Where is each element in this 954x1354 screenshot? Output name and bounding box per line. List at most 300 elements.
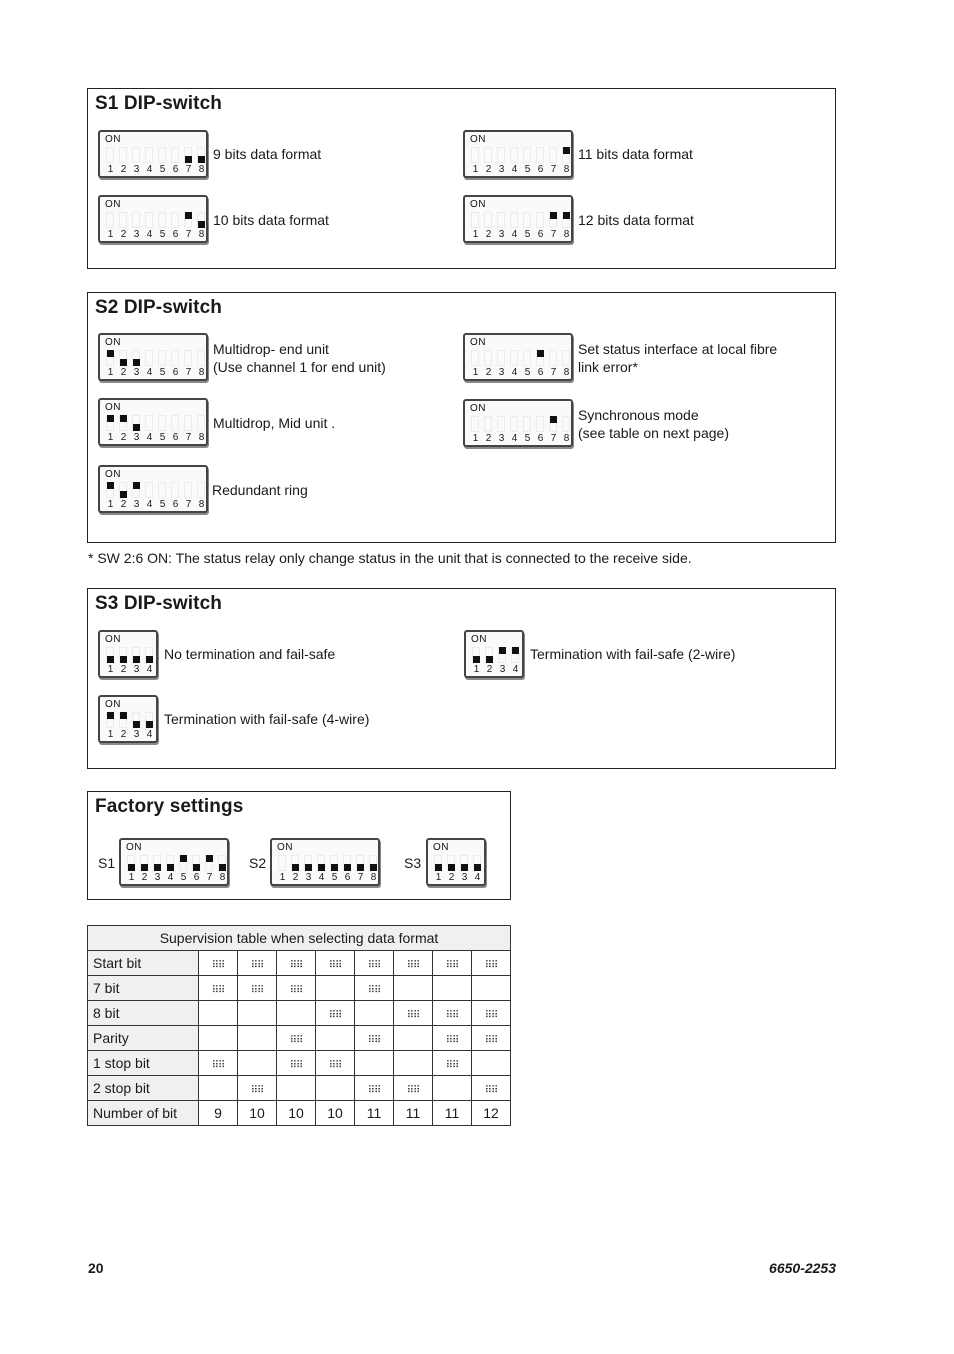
table-cell <box>355 951 394 976</box>
dip-slot <box>508 415 521 433</box>
dip-number: 3 <box>133 229 140 240</box>
dip-number: 8 <box>563 229 570 240</box>
dip-slot <box>534 211 547 229</box>
grid-mark-icon: ⠿⠿ <box>328 960 342 971</box>
table-cell <box>277 976 316 1001</box>
table-cell <box>238 951 277 976</box>
dip-slot <box>367 854 380 872</box>
dip-slot <box>508 146 521 164</box>
grid-mark-icon: ⠿⠿ <box>250 985 264 996</box>
dip-slot <box>521 146 534 164</box>
dip-slot <box>130 711 143 729</box>
dip-slot <box>156 349 169 367</box>
dip-slot <box>432 854 445 872</box>
dip-slot <box>328 854 341 872</box>
dip-slot <box>143 481 156 499</box>
table-caption-row <box>88 926 511 951</box>
s2-label-end-unit-2: (Use channel 1 for end unit) <box>213 359 386 375</box>
dip-slot <box>482 211 495 229</box>
dip-number: 3 <box>133 729 140 740</box>
table-cell <box>277 1076 316 1101</box>
dip-on-text: ON <box>105 634 121 645</box>
dip-number: 2 <box>486 664 493 675</box>
dip-knob <box>435 864 442 871</box>
table-row <box>88 1076 511 1101</box>
table-cell <box>394 951 433 976</box>
row-label: 8 bit <box>88 1001 199 1026</box>
dip-slot <box>151 854 164 872</box>
dip-knob <box>107 482 114 489</box>
table-cell <box>355 1001 394 1026</box>
grid-mark-icon: ⠿⠿ <box>445 960 459 971</box>
dip-knob <box>550 416 557 423</box>
dip-number: 4 <box>318 872 325 883</box>
dip-number: 6 <box>344 872 351 883</box>
dip-slot <box>182 211 195 229</box>
dip-number: 1 <box>107 729 114 740</box>
table-cell <box>238 1051 277 1076</box>
dip-knob <box>120 415 127 422</box>
row-label: 7 bit <box>88 976 199 1001</box>
table-cell: 11 <box>355 1101 394 1126</box>
table-cell <box>316 1051 355 1076</box>
dip-knob <box>107 415 114 422</box>
dip-slot <box>445 854 458 872</box>
dip-number: 6 <box>172 229 179 240</box>
dip-slot <box>169 146 182 164</box>
table-cell <box>472 1026 511 1051</box>
dip-on-text: ON <box>105 469 121 480</box>
dip-number: 4 <box>511 229 518 240</box>
dip-on-text: ON <box>105 134 121 145</box>
dip-number: 6 <box>172 432 179 443</box>
grid-mark-icon: ⠿⠿ <box>250 1085 264 1096</box>
table-cell <box>199 1051 238 1076</box>
table-cell <box>394 976 433 1001</box>
dip-number: 2 <box>120 164 127 175</box>
table-row <box>88 951 511 976</box>
dip-number: 7 <box>550 367 557 378</box>
dip-slot <box>547 415 560 433</box>
dip-number: 7 <box>185 164 192 175</box>
dip-number: 4 <box>146 729 153 740</box>
dip-slot <box>104 711 117 729</box>
dip-number: 4 <box>146 664 153 675</box>
dip-slot <box>195 414 208 432</box>
dip-slot <box>138 854 151 872</box>
dip-number: 6 <box>172 164 179 175</box>
dip-knob <box>563 212 570 219</box>
table-cell <box>472 1051 511 1076</box>
dip-knob <box>331 864 338 871</box>
dip-number: 3 <box>133 164 140 175</box>
dip-number: 8 <box>219 872 226 883</box>
dip-on-text: ON <box>470 403 486 414</box>
grid-mark-icon: ⠿⠿ <box>484 1035 498 1046</box>
dip-slot <box>195 146 208 164</box>
dip-knob <box>120 712 127 719</box>
dip-slot <box>216 854 229 872</box>
dip-on-text: ON <box>471 634 487 645</box>
dip-slot <box>195 211 208 229</box>
dip-number: 4 <box>474 872 481 883</box>
table-cell <box>238 1076 277 1101</box>
dip-knob <box>180 855 187 862</box>
dip-slot <box>182 146 195 164</box>
dip-number: 5 <box>159 164 166 175</box>
dip-slot <box>469 146 482 164</box>
table-cell <box>199 1026 238 1051</box>
dip-slot <box>560 415 573 433</box>
dip-number: 2 <box>141 872 148 883</box>
dip-on-text: ON <box>277 842 293 853</box>
dip-slot <box>169 414 182 432</box>
dip-slot <box>117 349 130 367</box>
dip-number: 7 <box>185 367 192 378</box>
s2-label-sync-2: (see table on next page) <box>578 425 729 441</box>
dip-number: 3 <box>133 432 140 443</box>
dip-slot <box>130 146 143 164</box>
dip-knob <box>474 864 481 871</box>
dip-slot <box>130 211 143 229</box>
dip-slot <box>521 349 534 367</box>
table-cell <box>394 1001 433 1026</box>
dip-number: 2 <box>448 872 455 883</box>
row-label: Number of bit <box>88 1101 199 1126</box>
dip-slot <box>469 415 482 433</box>
dip-slot <box>130 481 143 499</box>
dip-slot <box>495 415 508 433</box>
table-cell <box>433 1051 472 1076</box>
table-cell <box>316 1001 355 1026</box>
dip-slot <box>156 146 169 164</box>
dip-knob <box>146 656 153 663</box>
dip-slot <box>354 854 367 872</box>
dip-knob <box>473 656 480 663</box>
dip-switch <box>463 195 573 243</box>
dip-number: 5 <box>159 367 166 378</box>
dip-knob <box>550 212 557 219</box>
table-cell <box>277 1001 316 1026</box>
dip-slot <box>117 711 130 729</box>
dip-number: 1 <box>435 872 442 883</box>
dip-number: 2 <box>120 367 127 378</box>
dip-number: 4 <box>146 499 153 510</box>
dip-switch <box>463 130 573 178</box>
dip-number: 7 <box>550 433 557 444</box>
table-cell: 10 <box>277 1101 316 1126</box>
grid-mark-icon: ⠿⠿ <box>250 960 264 971</box>
dip-number: 8 <box>198 164 205 175</box>
table-cell <box>472 1076 511 1101</box>
row-label: 1 stop bit <box>88 1051 199 1076</box>
dip-number: 4 <box>146 164 153 175</box>
dip-number: 4 <box>511 164 518 175</box>
dip-number: 8 <box>198 499 205 510</box>
table-cell <box>355 1026 394 1051</box>
dip-knob <box>107 656 114 663</box>
dip-switch <box>464 630 524 678</box>
table-cell <box>472 951 511 976</box>
s1-panel <box>87 88 836 269</box>
factory-panel <box>87 791 511 900</box>
dip-number: 3 <box>498 433 505 444</box>
table-cell: 11 <box>394 1101 433 1126</box>
factory-s3-label: S3 <box>404 855 422 871</box>
dip-slot <box>143 414 156 432</box>
row-label: 2 stop bit <box>88 1076 199 1101</box>
dip-number: 5 <box>524 229 531 240</box>
dip-slot <box>195 349 208 367</box>
table-cell <box>472 1001 511 1026</box>
dip-slot <box>182 349 195 367</box>
dip-slot <box>560 146 573 164</box>
s1-label-10bits: 10 bits data format <box>213 212 329 228</box>
dip-number: 2 <box>120 229 127 240</box>
dip-number: 3 <box>498 164 505 175</box>
dip-slot <box>117 646 130 664</box>
dip-knob <box>537 350 544 357</box>
dip-switch <box>426 838 486 886</box>
dip-number: 8 <box>563 367 570 378</box>
grid-mark-icon: ⠿⠿ <box>406 1085 420 1096</box>
dip-slot <box>104 349 117 367</box>
dip-slot <box>117 211 130 229</box>
dip-knob <box>185 212 192 219</box>
s3-label-no-term: No termination and fail-safe <box>164 646 336 662</box>
dip-switch <box>98 465 208 513</box>
dip-slot <box>547 349 560 367</box>
dip-knob <box>133 424 140 431</box>
table-cell <box>199 1001 238 1026</box>
dip-knob <box>146 721 153 728</box>
dip-knob <box>133 359 140 366</box>
dip-knob <box>292 864 299 871</box>
dip-slot <box>496 646 509 664</box>
dip-on-text: ON <box>105 337 121 348</box>
dip-number: 1 <box>472 367 479 378</box>
dip-slot <box>125 854 138 872</box>
dip-number: 3 <box>305 872 312 883</box>
dip-slot <box>203 854 216 872</box>
dip-number: 1 <box>107 664 114 675</box>
s1-label-11bits: 11 bits data format <box>578 146 693 162</box>
dip-slot <box>509 646 522 664</box>
table-cell: 10 <box>316 1101 355 1126</box>
dip-slot <box>143 146 156 164</box>
dip-switch <box>98 630 158 678</box>
dip-knob <box>499 647 506 654</box>
dip-slot <box>469 211 482 229</box>
dip-number: 2 <box>485 367 492 378</box>
dip-switch <box>463 333 573 381</box>
dip-slot <box>482 415 495 433</box>
table-cell <box>277 1026 316 1051</box>
dip-slot <box>495 211 508 229</box>
dip-knob <box>486 656 493 663</box>
dip-number: 5 <box>180 872 187 883</box>
dip-switch <box>270 838 380 886</box>
grid-mark-icon: ⠿⠿ <box>289 1060 303 1071</box>
dip-number: 6 <box>537 229 544 240</box>
dip-slot <box>143 211 156 229</box>
dip-number: 3 <box>133 664 140 675</box>
dip-on-text: ON <box>433 842 449 853</box>
table-cell <box>199 976 238 1001</box>
dip-number: 1 <box>472 164 479 175</box>
dip-knob <box>198 221 205 228</box>
dip-slot <box>156 211 169 229</box>
s1-title: S1 DIP-switch <box>95 93 222 114</box>
table-cell <box>433 951 472 976</box>
dip-slot <box>143 646 156 664</box>
dip-number: 8 <box>198 229 205 240</box>
dip-slot <box>117 414 130 432</box>
factory-s1-label: S1 <box>98 855 116 871</box>
dip-number: 8 <box>198 432 205 443</box>
dip-slot <box>156 414 169 432</box>
dip-slot <box>182 481 195 499</box>
dip-number: 2 <box>292 872 299 883</box>
dip-number: 8 <box>563 433 570 444</box>
table-cell <box>316 976 355 1001</box>
dip-number: 7 <box>550 229 557 240</box>
grid-mark-icon: ⠿⠿ <box>211 985 225 996</box>
dip-switch <box>463 399 573 447</box>
s2-label-status-1: Set status interface at local fibre <box>578 341 778 357</box>
dip-knob <box>198 156 205 163</box>
dip-number: 4 <box>146 432 153 443</box>
dip-knob <box>133 656 140 663</box>
dip-number: 7 <box>185 499 192 510</box>
dip-number: 7 <box>550 164 557 175</box>
s1-label-12bits: 12 bits data format <box>578 212 694 228</box>
grid-mark-icon: ⠿⠿ <box>406 1010 420 1021</box>
dip-knob <box>107 350 114 357</box>
dip-knob <box>120 491 127 498</box>
dip-switch <box>98 398 208 446</box>
dip-slot <box>117 146 130 164</box>
dip-switch <box>98 195 208 243</box>
dip-knob <box>154 864 161 871</box>
dip-number: 5 <box>524 433 531 444</box>
table-cell <box>433 976 472 1001</box>
dip-number: 7 <box>357 872 364 883</box>
dip-number: 5 <box>159 229 166 240</box>
row-label: Parity <box>88 1026 199 1051</box>
s3-label-2wire: Termination with fail-safe (2-wire) <box>530 646 736 662</box>
dip-slot <box>104 146 117 164</box>
table-row <box>88 976 511 1001</box>
dip-slot <box>195 481 208 499</box>
grid-mark-icon: ⠿⠿ <box>289 1035 303 1046</box>
table-row <box>88 1101 511 1126</box>
table-cell <box>394 1026 433 1051</box>
grid-mark-icon: ⠿⠿ <box>406 960 420 971</box>
dip-slot <box>130 414 143 432</box>
dip-number: 2 <box>120 499 127 510</box>
dip-switch <box>98 695 158 743</box>
dip-on-text: ON <box>470 337 486 348</box>
table-cell: 11 <box>433 1101 472 1126</box>
doc-number: 6650-2253 <box>769 1260 836 1276</box>
dip-slot <box>289 854 302 872</box>
dip-number: 5 <box>159 432 166 443</box>
dip-slot <box>169 349 182 367</box>
dip-number: 7 <box>185 229 192 240</box>
dip-switch <box>98 130 208 178</box>
dip-number: 8 <box>370 872 377 883</box>
dip-number: 7 <box>206 872 213 883</box>
dip-knob <box>206 855 213 862</box>
dip-slot <box>302 854 315 872</box>
dip-slot <box>341 854 354 872</box>
dip-slot <box>495 349 508 367</box>
grid-mark-icon: ⠿⠿ <box>328 1010 342 1021</box>
dip-slot <box>104 211 117 229</box>
grid-mark-icon: ⠿⠿ <box>445 1060 459 1071</box>
table-cell <box>238 1001 277 1026</box>
table-cell <box>355 976 394 1001</box>
dip-number: 2 <box>120 729 127 740</box>
s2-label-sync-1: Synchronous mode <box>578 407 699 423</box>
dip-knob <box>448 864 455 871</box>
table-cell <box>316 1076 355 1101</box>
dip-knob <box>120 359 127 366</box>
table-row <box>88 1026 511 1051</box>
table-cell <box>316 951 355 976</box>
dip-number: 2 <box>485 433 492 444</box>
dip-knob <box>512 647 519 654</box>
dip-on-text: ON <box>470 199 486 210</box>
s3-label-4wire: Termination with fail-safe (4-wire) <box>164 711 370 727</box>
dip-slot <box>315 854 328 872</box>
table-cell <box>394 1076 433 1101</box>
dip-number: 1 <box>473 664 480 675</box>
dip-knob <box>461 864 468 871</box>
dip-knob <box>318 864 325 871</box>
dip-slot <box>534 146 547 164</box>
table-row <box>88 1051 511 1076</box>
dip-number: 8 <box>198 367 205 378</box>
dip-slot <box>143 349 156 367</box>
dip-slot <box>471 854 484 872</box>
dip-knob <box>141 864 148 871</box>
table-cell <box>238 1026 277 1051</box>
dip-number: 3 <box>498 229 505 240</box>
grid-mark-icon: ⠿⠿ <box>445 1035 459 1046</box>
dip-number: 6 <box>537 433 544 444</box>
dip-number: 4 <box>146 229 153 240</box>
dip-number: 4 <box>511 433 518 444</box>
table-cell <box>277 951 316 976</box>
grid-mark-icon: ⠿⠿ <box>289 985 303 996</box>
dip-slot <box>104 481 117 499</box>
dip-number: 6 <box>537 367 544 378</box>
dip-slot <box>521 211 534 229</box>
dip-number: 1 <box>107 432 114 443</box>
dip-number: 3 <box>133 499 140 510</box>
dip-slot <box>508 349 521 367</box>
dip-number: 8 <box>563 164 570 175</box>
dip-slot <box>547 146 560 164</box>
dip-number: 1 <box>107 367 114 378</box>
dip-slot <box>117 481 130 499</box>
grid-mark-icon: ⠿⠿ <box>445 1010 459 1021</box>
dip-knob <box>128 864 135 871</box>
table-cell <box>355 1076 394 1101</box>
dip-knob <box>167 864 174 871</box>
